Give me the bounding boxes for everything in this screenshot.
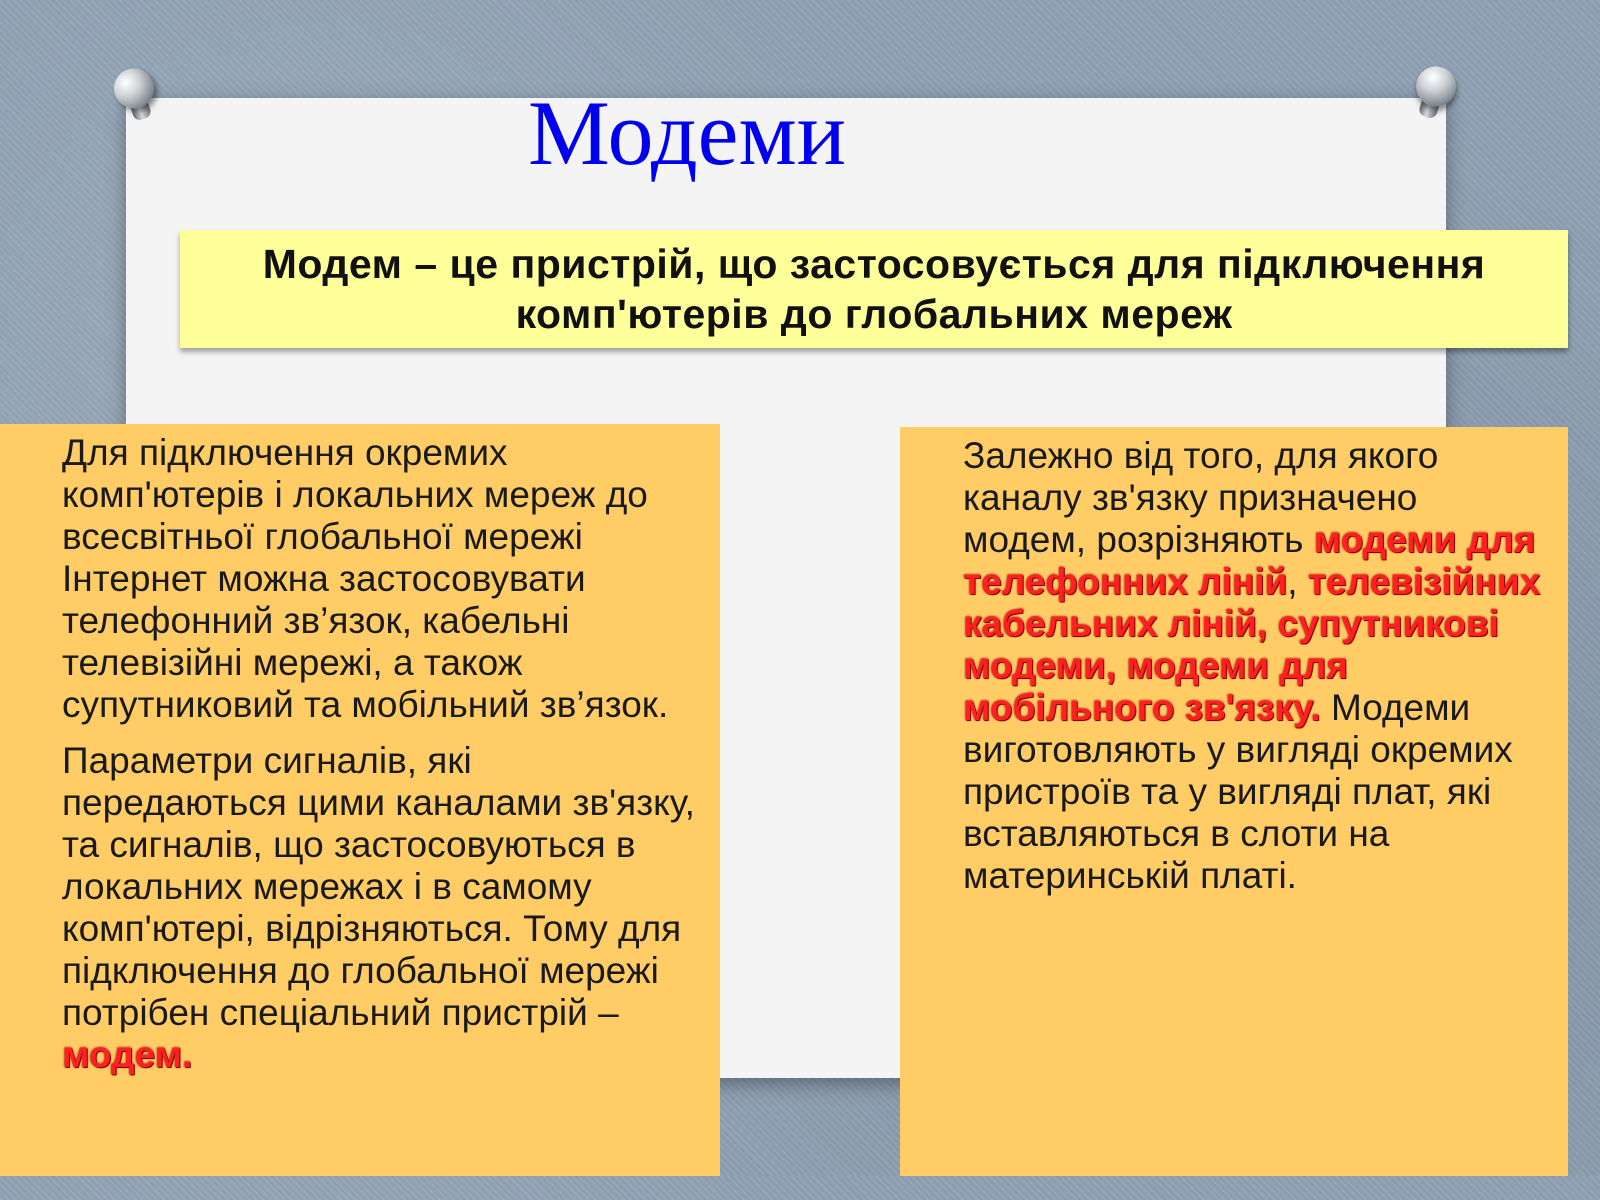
left-text-panel	[0, 424, 720, 1176]
left-paragraph-1: Для підключення окремих комп'ютерів і локальних мереж до всесвітньої глобальної мережі Інтернет можна застосовувати телефонний зв’язок, кабельні телевізійні мережі, а також супутниковий та мобільний зв’язок.	[62, 432, 669, 725]
pin-head	[1411, 61, 1461, 111]
right-comma: ,	[1287, 561, 1298, 602]
highlight-modem: модем.	[62, 1034, 193, 1075]
definition-box	[180, 230, 1568, 348]
highlight-telephone-modems: модеми для телефонних ліній	[963, 519, 1536, 602]
highlight-modem-types: телевізійних кабельних ліній, супутникові модеми, модеми для мобільного зв'язку.	[963, 561, 1541, 728]
right-text-before: Залежно від того, для якого каналу зв'язку призначено модем, розрізняють	[963, 435, 1439, 560]
slide-title: Модеми	[528, 82, 846, 184]
left-paragraph-2	[62, 740, 704, 1076]
right-text-panel	[900, 427, 1568, 1176]
right-paragraph	[963, 435, 1548, 897]
definition-text: Модем – це пристрій, що застосовується для підключення комп'ютерів до глобальних мереж	[262, 241, 1486, 337]
left-paragraph-2-text: Параметри сигналів, які передаються цими каналами зв'язку, та сигналів, що застосовуються в локальних мережах і в самому комп'ютері, відрізняються. Тому для підключення до глобальної мережі потрібен спеціальний пристрій –	[62, 740, 695, 1033]
pin-head	[109, 63, 159, 113]
right-text-after: Модеми виготовляють у вигляді окремих пристроїв та у вигляді плат, які вставляються в слоти на материнській платі.	[963, 687, 1513, 896]
